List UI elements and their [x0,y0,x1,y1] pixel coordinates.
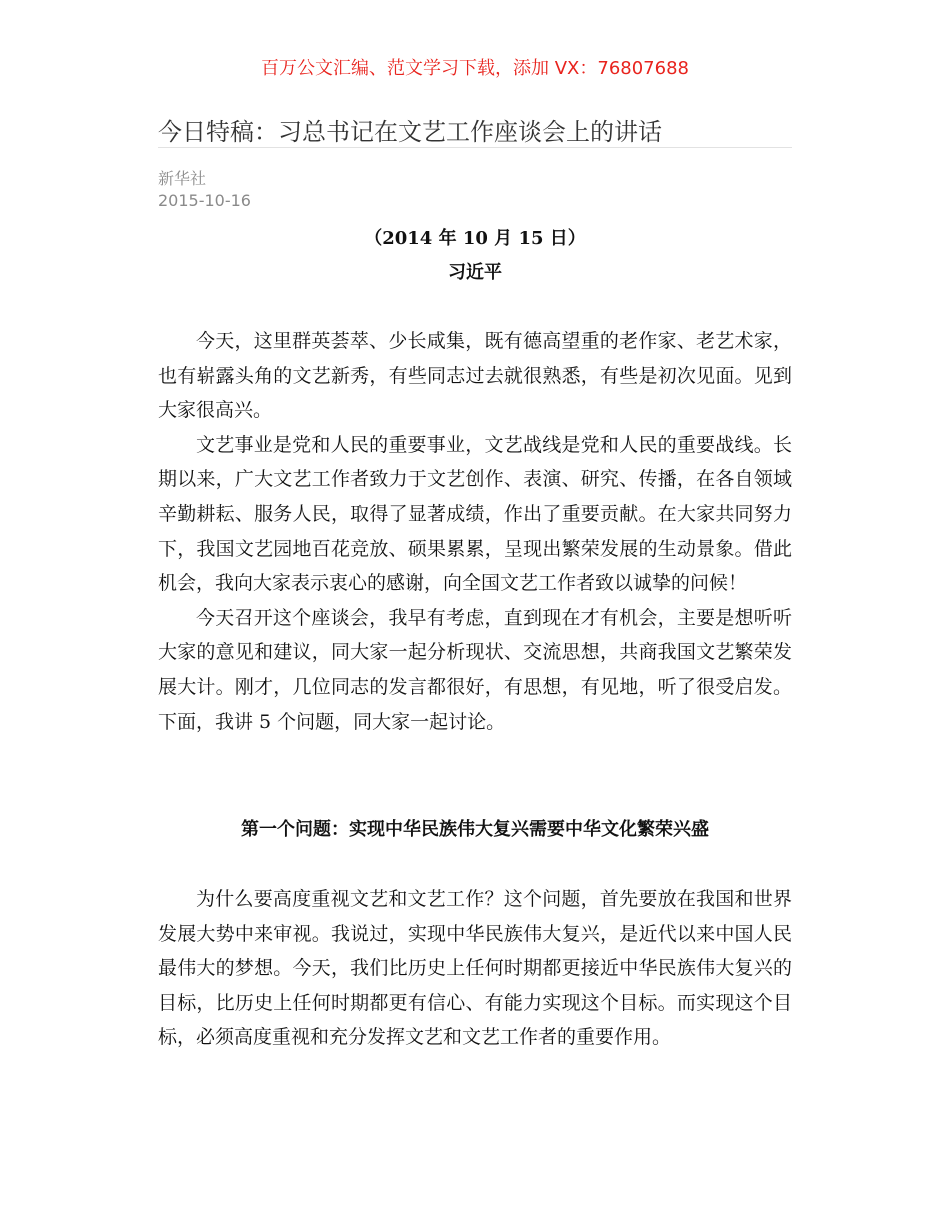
intro-paragraphs [158,324,792,739]
download-banner: 百万公文汇编、范文学习下载，添加 VX：76807688 [261,58,689,79]
article-publish-date: 2015-10-16 [158,191,251,210]
paragraph: 文艺事业是党和人民的重要事业，文艺战线是党和人民的重要战线。长期以来，广大文艺工作者致力于文艺创作、表演、研究、传播，在各自领域辛勤耕耘、服务人民，取得了显著成绩，作出了重要贡献。在大家共同努力下，我国文艺园地百花竞放、硕果累累，呈现出繁荣发展的生动景象。借此机会，我向大家表示衷心的感谢，向全国文艺工作者致以诚挚的问候！ [158,433,792,595]
speaker-name: 习近平 [448,262,502,283]
speech-date: （2014 年 10 月 15 日） [364,228,586,249]
section-1-paragraphs [158,882,792,1055]
article-title: 今日特稿：习总书记在文艺工作座谈会上的讲话 [158,118,662,146]
section-heading: 第一个问题：实现中华民族伟大复兴需要中华文化繁荣兴盛 [241,819,709,840]
title-divider [158,147,792,148]
article-source: 新华社 [158,169,207,188]
paragraph: 今天召开这个座谈会，我早有考虑，直到现在才有机会，主要是想听听大家的意见和建议，同大家一起分析现状、交流思想，共商我国文艺繁荣发展大计。刚才，几位同志的发言都很好，有思想，有见地，听了很受启发。下面，我讲 5 个问题，同大家一起讨论。 [158,606,792,733]
paragraph: 为什么要高度重视文艺和文艺工作？这个问题，首先要放在我国和世界发展大势中来审视。我说过，实现中华民族伟大复兴，是近代以来中国人民最伟大的梦想。今天，我们比历史上任何时期都更接近中华民族伟大复兴的目标，比历史上任何时期都更有信心、有能力实现这个目标。而实现这个目标，必须高度重视和充分发挥文艺和文艺工作者的重要作用。 [158,888,792,1049]
paragraph: 今天，这里群英荟萃、少长咸集，既有德高望重的老作家、老艺术家，也有崭露头角的文艺新秀，有些同志过去就很熟悉，有些是初次见面。见到大家很高兴。 [158,330,792,422]
